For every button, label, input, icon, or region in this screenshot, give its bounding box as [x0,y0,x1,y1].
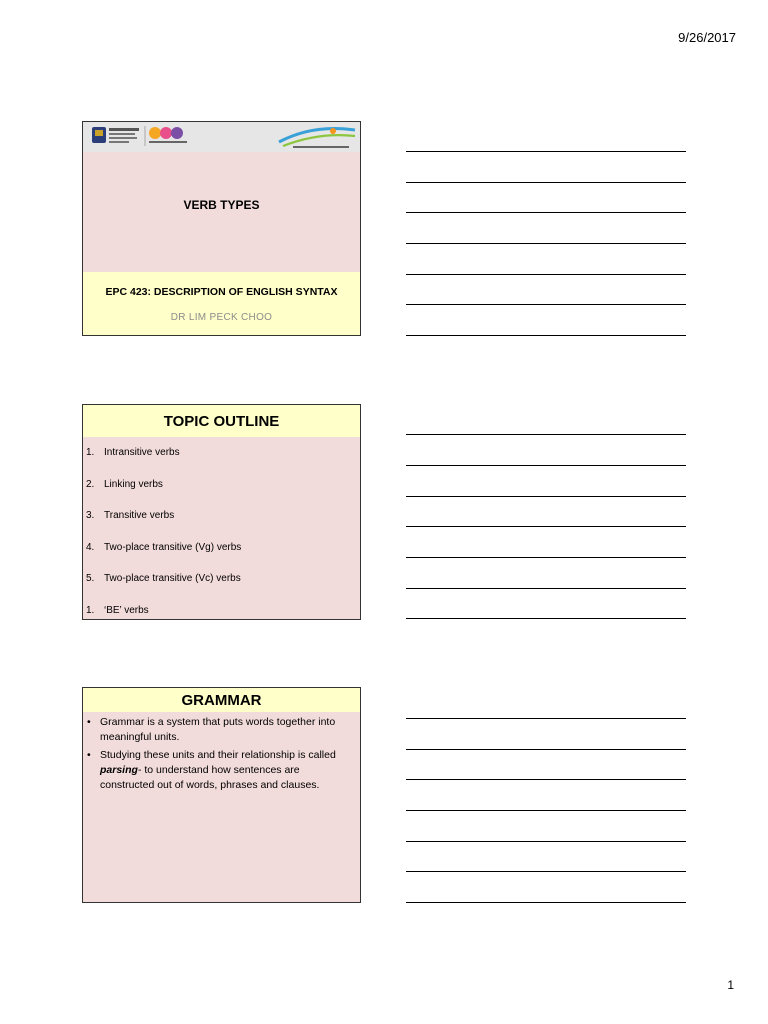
item-number: 1. [86,447,95,459]
slide-title-text: VERB TYPES [183,198,260,212]
note-line [406,274,686,275]
university-crest-logo [92,127,139,143]
item-number: 2. [86,478,95,490]
note-line [406,588,686,589]
note-line [406,718,686,719]
item-text: Intransitive verbs [104,447,180,459]
logo-strip [83,122,360,152]
note-line [406,779,686,780]
author-name: DR LIM PECK CHOO [170,312,273,323]
bullet-text-pre: Studying these units and their relationship is called [100,749,336,761]
bullet-text: Grammar is a system that puts words together into meaningful units. [100,716,336,743]
slide-title [82,121,361,336]
list-item [83,469,360,501]
item-text: ‘BE’ verbs [104,604,149,616]
item-text: Two-place transitive (Vc) verbs [104,573,241,585]
note-line [406,335,686,336]
outline-list [83,437,360,620]
item-number: 5. [86,573,95,585]
note-line [406,902,686,903]
list-item [83,532,360,564]
item-number: 3. [86,510,95,522]
item-text: Transitive verbs [104,510,175,522]
item-text: Linking verbs [104,478,163,490]
note-line [406,151,686,152]
note-line [406,871,686,872]
item-number: 4. [86,541,95,553]
note-line [406,212,686,213]
list-item [83,500,360,532]
bullet-list [83,715,360,793]
slide-heading: TOPIC OUTLINE [83,405,360,437]
note-line [406,434,686,435]
list-item [83,563,360,595]
note-line [406,557,686,558]
item-text: Two-place transitive (Vg) verbs [104,541,242,553]
note-line [406,810,686,811]
logos [83,122,360,152]
note-line [406,841,686,842]
note-line [406,465,686,466]
print-date: 9/26/2017 [678,30,736,45]
bullet-icon: • [87,749,91,761]
slide-heading: GRAMMAR [83,688,360,712]
enlivened-logo [279,128,355,148]
slide-grammar [82,687,361,903]
note-line [406,618,686,619]
bullet-item [83,748,360,793]
term-parsing: parsing [100,764,138,776]
bullet-item [83,715,360,745]
bullet-icon: • [87,716,91,728]
note-line [406,526,686,527]
note-line [406,243,686,244]
note-line [406,749,686,750]
page-number: 1 [727,978,734,992]
list-item [83,595,360,621]
course-title: EPC 423: DESCRIPTION OF ENGLISH SYNTAX [105,286,338,298]
note-line [406,304,686,305]
item-number: 1. [86,604,95,616]
bullet-text-post: - to understand how sentences are constructed out of words, phrases and clauses. [100,764,320,791]
partner-circles-logo [149,127,187,143]
list-item [83,437,360,469]
title-footer-band [83,272,360,335]
note-line [406,182,686,183]
note-line [406,496,686,497]
slide-topic-outline [82,404,361,620]
